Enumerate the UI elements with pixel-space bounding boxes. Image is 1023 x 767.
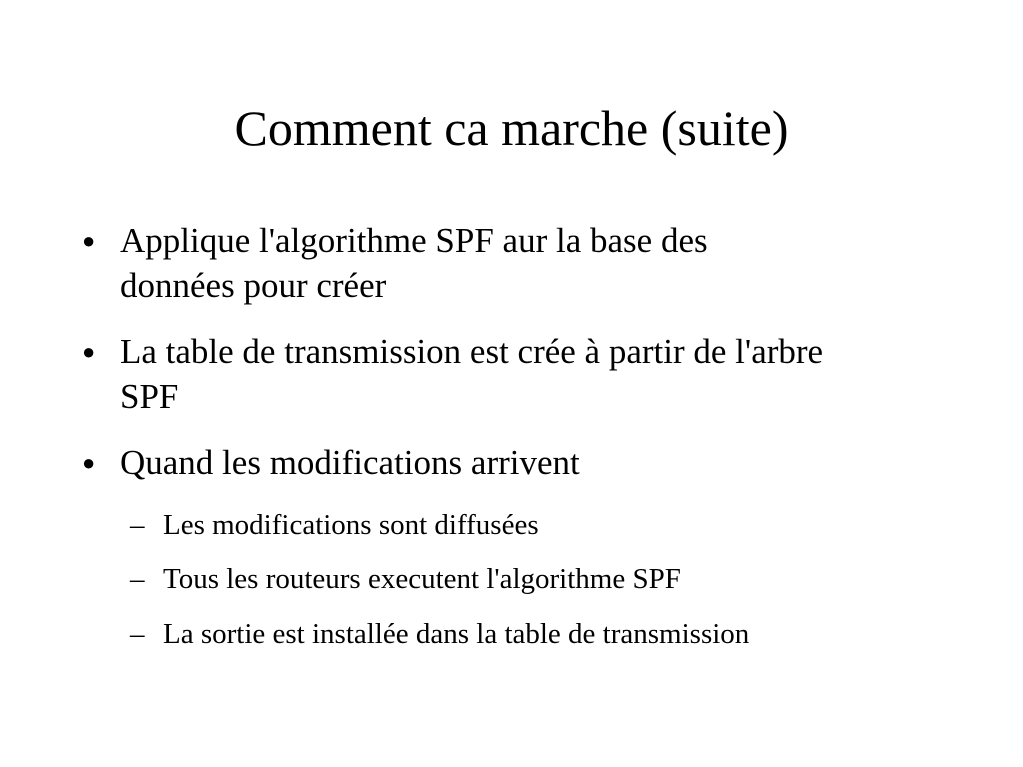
bullet-line: Quand les modifications arrivent [120,443,580,482]
bullet-line: La table de transmission est crée à partir de l'arbre [120,332,824,371]
bullet-item [82,218,980,308]
bullet-line: données pour créer [120,266,387,305]
bullet-item [82,440,980,485]
bullet-marker: ● [82,339,96,364]
sub-bullet-text: Tous les routeurs executent l'algorithme SPF [163,563,681,595]
dash-marker: – [130,509,145,541]
dash-marker: – [130,618,145,650]
slide-title: Comment ca marche (suite) [234,100,789,156]
sub-bullet-text: Les modifications sont diffusées [163,509,539,541]
dash-marker: – [130,563,145,595]
sub-bullet-item [130,507,983,543]
bullet-line: Applique l'algorithme SPF aur la base des [120,221,708,260]
bullet-line: SPF [120,377,179,416]
sub-bullet-item [130,616,983,652]
sub-bullet-item [130,561,983,597]
bullet-marker: ● [82,450,96,475]
bullet-item [82,329,980,419]
sub-bullet-text: La sortie est installée dans la table de transmission [163,618,750,650]
bullet-marker: ● [82,228,96,253]
